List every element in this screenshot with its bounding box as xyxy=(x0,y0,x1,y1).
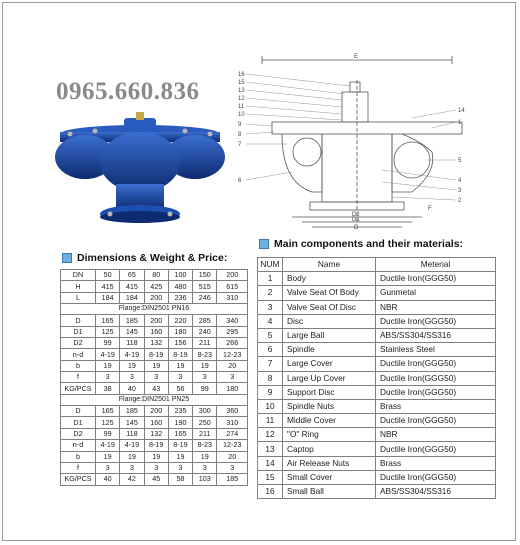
dim-d1: D1 xyxy=(352,217,360,223)
table-row: D 165 185 200 235 300 360 xyxy=(61,406,248,417)
callout-2: 2 xyxy=(458,198,462,204)
callout-10: 10 xyxy=(238,112,245,118)
flange-pn25-label: Flange:DIN2501 PN25 xyxy=(61,394,248,405)
callout-14: 14 xyxy=(458,108,465,114)
table-row: 14 Air Release Nuts Brass xyxy=(258,456,496,470)
table-row: n-d 4-19 4-19 8-19 8-19 8-23 12-23 xyxy=(61,440,248,451)
table-row: D2 99 118 132 156 211 266 xyxy=(61,338,248,349)
table-row: 10 Spindle Nuts Brass xyxy=(258,399,496,413)
table-row: 13 Captop Ductile Iron(GGG50) xyxy=(258,442,496,456)
dimensions-table xyxy=(60,269,248,486)
phone-number: 0965.660.836 xyxy=(56,78,200,105)
table-header-row: NUM Name Meterial xyxy=(258,258,496,272)
table-row: KG/PCS 40 42 45 58 103 185 xyxy=(61,474,248,485)
materials-heading xyxy=(259,238,463,250)
callout-3: 3 xyxy=(458,188,462,194)
callout-11: 11 xyxy=(238,104,245,110)
table-row xyxy=(61,304,248,315)
valve-photo xyxy=(40,112,240,232)
table-row: 1 Body Ductile Iron(GGG50) xyxy=(258,272,496,286)
table-row: D 165 185 200 220 285 340 xyxy=(61,315,248,326)
callout-16: 16 xyxy=(238,72,245,78)
table-row: 7 Large Cover Ductile Iron(GGG50) xyxy=(258,357,496,371)
table-row: 2 Valve Seat Of Body Gunmetal xyxy=(258,286,496,300)
technical-drawing xyxy=(232,52,472,230)
dim-d2: D2 xyxy=(352,212,360,218)
table-row: D1 125 145 160 190 250 310 xyxy=(61,417,248,428)
table-row: 4 Disc Ductile Iron(GGG50) xyxy=(258,314,496,328)
callout-13: 13 xyxy=(238,88,245,94)
table-row: b 19 19 19 19 19 20 xyxy=(61,360,248,371)
table-row: n-d 4-19 4-19 8-19 8-19 8-23 12-23 xyxy=(61,349,248,360)
callout-7: 7 xyxy=(238,142,242,148)
table-row: L 184 184 200 236 246 310 xyxy=(61,292,248,303)
table-row: 8 Large Up Cover Ductile Iron(GGG50) xyxy=(258,371,496,385)
dimensions-heading xyxy=(62,252,227,264)
bullet-square-icon xyxy=(62,253,72,263)
materials-table xyxy=(257,257,496,499)
table-row: 15 Small Cover Ductile Iron(GGG50) xyxy=(258,470,496,484)
table-row: b 19 19 19 19 19 20 xyxy=(61,451,248,462)
table-row: KG/PCS 38 40 43 56 99 180 xyxy=(61,383,248,394)
table-row: 12 "O" Ring NBR xyxy=(258,428,496,442)
table-row: 11 Middle Cover Ductile Iron(GGG50) xyxy=(258,414,496,428)
dim-f: F xyxy=(428,206,432,212)
callout-12: 12 xyxy=(238,96,245,102)
callout-9: 9 xyxy=(238,122,242,128)
callout-15: 15 xyxy=(238,80,245,86)
table-row: 5 Large Ball ABS/SS304/SS316 xyxy=(258,328,496,342)
bullet-square-icon xyxy=(259,239,269,249)
table-row xyxy=(61,394,248,405)
table-row: 3 Valve Seat Of Disc NBR xyxy=(258,300,496,314)
flange-pn16-label: Flange:DIN2501 PN16 xyxy=(61,304,248,315)
table-row: D1 125 145 160 180 240 295 xyxy=(61,326,248,337)
dimensions-title: Dimensions & Weight & Price: xyxy=(77,252,228,264)
table-row: f 3 3 3 3 3 3 xyxy=(61,462,248,473)
drawing-dim-e: E xyxy=(354,54,359,60)
table-row: H 415 415 425 480 515 615 xyxy=(61,281,248,292)
callout-4: 4 xyxy=(458,178,462,184)
table-row: f 3 3 3 3 3 3 xyxy=(61,372,248,383)
callout-6: 6 xyxy=(238,178,242,184)
table-row: 9 Support Disc Ductile Iron(GGG50) xyxy=(258,385,496,399)
dim-d: D xyxy=(354,225,359,230)
table-row: DN 50 65 80 100 150 200 xyxy=(61,270,248,281)
table-row: 16 Small Ball ABS/SS304/SS316 xyxy=(258,485,496,499)
callout-8: 8 xyxy=(238,132,242,138)
table-row: 6 Spindle Stainless Steel xyxy=(258,343,496,357)
callout-5: 5 xyxy=(458,158,462,164)
table-row: D2 99 118 132 165 211 274 xyxy=(61,428,248,439)
callout-1: 1 xyxy=(458,120,462,126)
materials-title: Main components and their materials: xyxy=(274,238,464,250)
